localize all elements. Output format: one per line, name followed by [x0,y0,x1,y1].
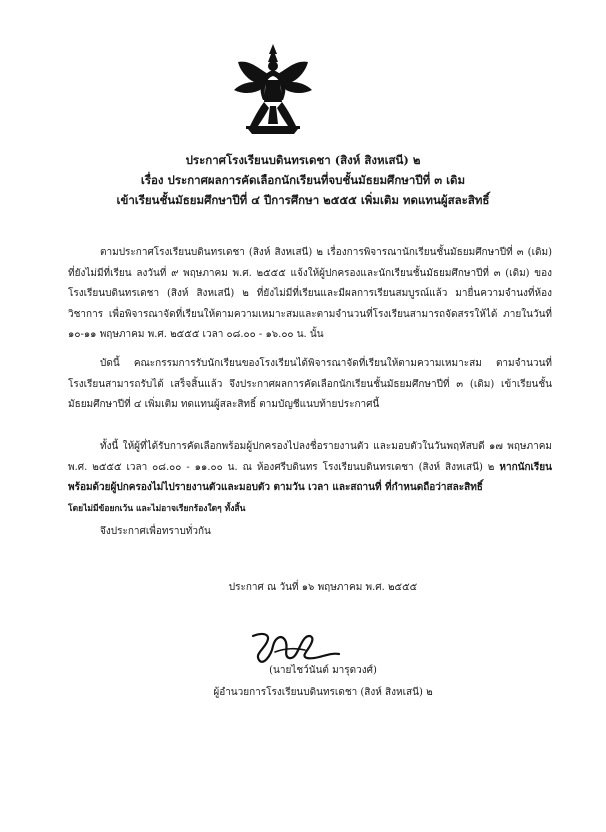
signer-title: ผู้อำนวยการโรงเรียนบดินทรเดชา (สิงห์ สิงหเสนี) ๒ [213,687,433,698]
paragraph-3-warning: หากนักเรียนพร้อมด้วยผู้ปกครองไม่ไปรายงานตัวและมอบตัว ตามวัน เวลา และสถานที่ ที่กำหนดถือว่าสละสิทธิ์ [68,461,552,493]
paragraph-closing: จึงประกาศเพื่อทราบทั่วกัน [100,526,211,537]
announcement-heading: ประกาศโรงเรียนบดินทรเดชา (สิงห์ สิงหเสนี) ๒ [185,153,421,167]
paragraph-instructions [68,437,552,519]
paragraph-result [68,354,552,416]
announcement-subject-continued: เข้าเรียนชั้นมัธยมศึกษาปีที่ ๔ ปีการศึกษา ๒๕๕๕ เพิ่มเติม ทดแทนผู้สละสิทธิ์ [116,193,490,207]
paragraph-3-text: ทั้งนี้ ให้ผู้ที่ได้รับการคัดเลือกพร้อมผู้ปกครองไปลงชื่อรายงานตัว และมอบตัวในวันพฤหัสบดี ๑๗ พฤษภาคม พ.ศ. ๒๕๕๕ เวลา ๐๘.๐๐ - ๑๑.๐๐ น. ณ ห้องศรีบดินทร โรงเรียนบดินทรเดชา (สิงห์ สิงหเสนี) ๒ [68,441,552,473]
paragraph-2-text: บัดนี้ คณะกรรมการรับนักเรียนของโรงเรียนได้พิจารณาจัดที่เรียนให้ตามความเหมาะสม ตามจำนวนที่โรงเรียนสามารถรับได้ เสร็จสิ้นแล้ว จึงประกาศผลการคัดเลือกนักเรียนชั้นมัธยมศึกษาปีที่ ๓ (เดิม) เข้าเรียนชั้นมัธยมศึกษาปีที่ ๔ เพิ่มเติม ทดแทนผู้สละสิทธิ์ ตามบัญชีแนบท้ายประกาศนี้ [68,358,552,410]
garuda-emblem-icon [228,40,318,136]
paragraph-3-note: โดยไม่มีข้อยกเว้น และไม่อาจเรียกร้องใดๆ ทั้งสิ้น [68,503,246,514]
signer-name: (นายไชว์นันต์ มารุดวงศ์) [269,665,377,676]
announcement-subject: เรื่อง ประกาศผลการคัดเลือกนักเรียนที่จบชั้นมัธยมศึกษาปีที่ ๓ เดิม [140,173,466,187]
paragraph-1-text: ตามประกาศโรงเรียนบดินทรเดชา (สิงห์ สิงหเสนี) ๒ เรื่องการพิจารณานักเรียนชั้นมัธยมศึกษาปีที่ ๓ (เดิม) ที่ยังไม่มีที่เรียน ลงวันที่ ๙ พฤษภาคม พ.ศ. ๒๕๕๕ แจ้งให้ผู้ปกครองและนักเรียนชั้นมัธยมศึกษาปีที่ ๓ (เดิม) ของโรงเรียนบดินทรเดชา (สิงห์ สิงหเสนี) ๒ ที่ยังไม่มีที่เรียนและมีผลการเรียนสมบูรณ์แล้ว มายื่นความจำนงที่ห้องวิชาการ เพื่อพิจารณาจัดที่เรียนให้ตามความเหมาะสมและตามจำนวนที่โรงเรียนสามารถจัดสรรให้ได้ ภายในวันที่ ๑๐-๑๑ พฤษภาคม พ.ศ. ๒๕๕๕ เวลา ๐๘.๐๐ - ๑๖.๐๐ น. นั้น [68,247,552,340]
paragraph-reference [68,243,552,346]
announcement-date: ประกาศ ณ วันที่ ๑๖ พฤษภาคม พ.ศ. ๒๕๕๕ [228,582,418,593]
